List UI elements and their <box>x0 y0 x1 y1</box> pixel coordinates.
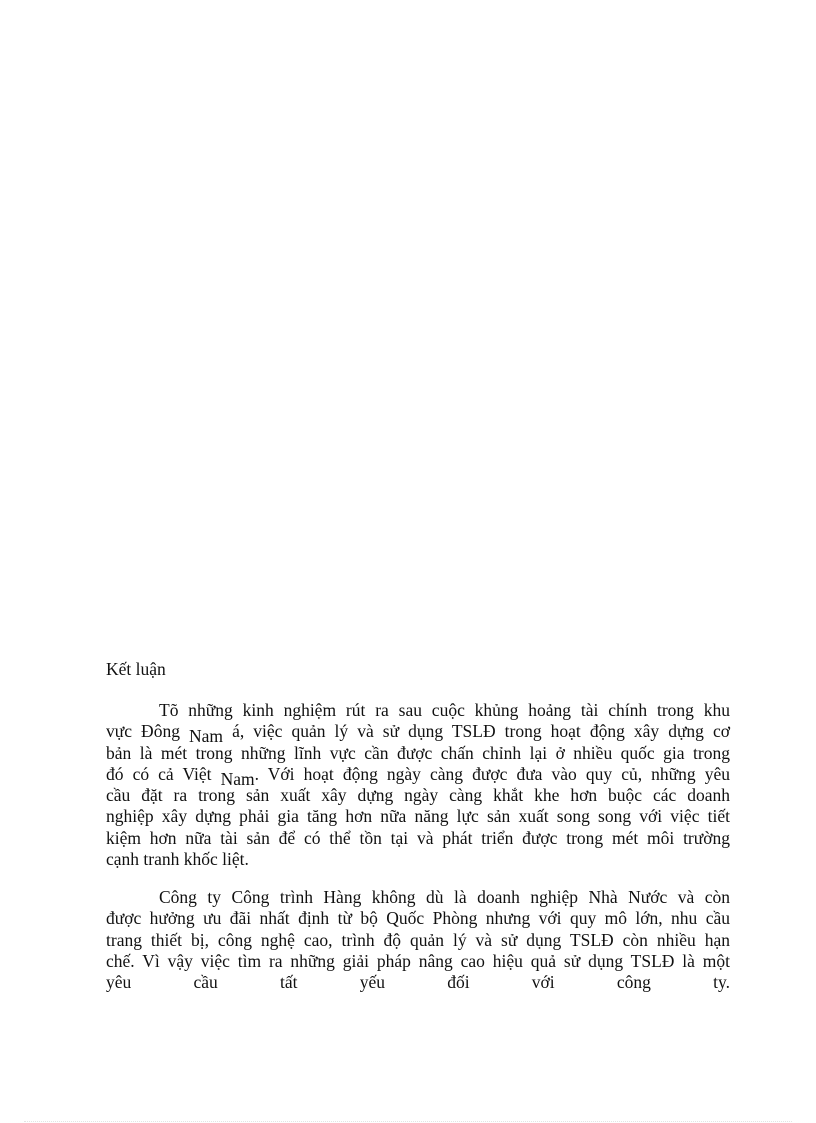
line-2-part-a: vực Đông <box>106 721 189 742</box>
paragraph-1-line-5: cầu đặt ra trong sản xuất xây dựng ngày càng khắt khe hơn buộc các doanh <box>106 785 730 806</box>
line-2-part-b: á, việc quản lý và sử dụng TSLĐ trong hoạt động xây dựng cơ <box>223 721 730 742</box>
paragraph-1-line-4 <box>106 763 730 789</box>
section-heading: Kết luận <box>106 659 166 679</box>
paragraph-2-line-4: chế. Vì vậy việc tìm ra những giải pháp nâng cao hiệu quả sử dụng TSLĐ là một <box>106 950 730 971</box>
paragraph-2-line-5: yêu cầu tất yếu đối với công ty. <box>106 972 730 993</box>
paragraph-1 <box>106 700 730 870</box>
paragraph-1-line-3: bản là mét trong những lĩnh vực cần được chấn chỉnh lại ở nhiều quốc gia trong <box>106 742 730 763</box>
paragraph-2-line-3: trang thiết bị, công nghệ cao, trình độ quản lý và sử dụng TSLĐ còn nhiều hạn <box>106 929 730 950</box>
line-4-part-a: đó có cả Việt <box>106 763 221 784</box>
paragraph-1-line-6: nghiệp xây dựng phải gia tăng hơn nữa năng lực sản xuất song song với việc tiết <box>106 806 730 827</box>
page-bottom-rule <box>24 1121 792 1122</box>
paragraph-1-line-8: cạnh tranh khốc liệt. <box>106 849 249 870</box>
paragraph-1-line-7: kiệm hơn nữa tài sản để có thể tồn tại và phát triển được trong mét môi trường <box>106 827 730 848</box>
place-name-nam: Nam <box>189 726 224 747</box>
paragraph-2-line-1: Công ty Công trình Hàng không dù là doanh nghiệp Nhà Nước và còn <box>159 887 730 907</box>
paragraph-2-line-2: được hưởng ưu đãi nhất định từ bộ Quốc Phòng nhưng với quy mô lớn, nhu cầu <box>106 908 730 929</box>
paragraph-1-line-2 <box>106 721 730 747</box>
line-4-part-b: . Với hoạt động ngày càng được đưa vào quy củ, những yêu <box>254 763 730 784</box>
place-name-nam: Nam <box>220 768 255 789</box>
paragraph-2 <box>106 887 730 993</box>
paragraph-1-line-1: Tõ những kinh nghiệm rút ra sau cuộc khủng hoảng tài chính trong khu <box>159 700 730 720</box>
